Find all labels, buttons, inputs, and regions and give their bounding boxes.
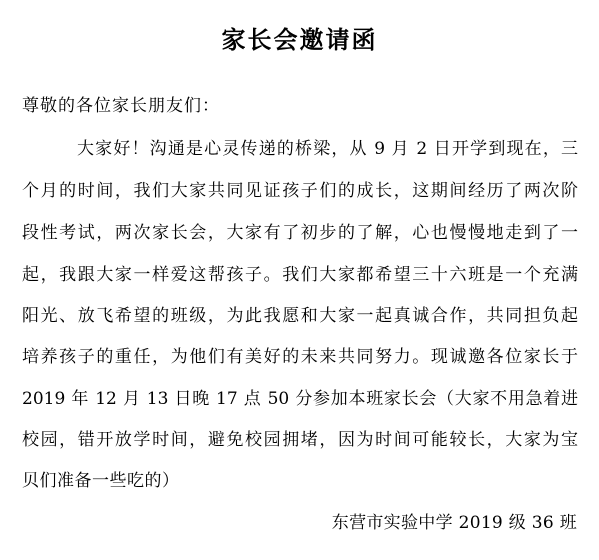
body-line: 贝们准备一些吃的） — [22, 471, 180, 491]
salutation: 尊敬的各位家长朋友们： — [22, 96, 220, 116]
body-line: 起，我跟大家一样爱这帮孩子。我们大家都希望三十六班是一个充满 — [22, 265, 578, 285]
signature: 东营市实验中学 2019 级 36 班 — [331, 513, 577, 533]
body-line: 培养孩子的重任，为他们有美好的未来共同努力。现诚邀各位家长于 — [22, 347, 578, 367]
body-line: 个月的时间，我们大家共同见证孩子们的成长，这期间经历了两次阶 — [22, 181, 578, 201]
body-line: 大家好！沟通是心灵传递的桥梁，从 9 月 2 日开学到现在，三 — [77, 139, 578, 159]
body-line: 段性考试，两次家长会，大家有了初步的了解，心也慢慢地走到了一 — [22, 223, 578, 243]
body-line: 2019 年 12 月 13 日晚 17 点 50 分参加本班家长会（大家不用急着进 — [22, 389, 578, 409]
body-line: 阳光、放飞希望的班级，为此我愿和大家一起真诚合作，共同担负起 — [22, 306, 578, 326]
letter-title: 家长会邀请函 — [221, 26, 378, 54]
body-line: 校园，错开放学时间，避免校园拥堵，因为时间可能较长，大家为宝 — [22, 430, 578, 450]
